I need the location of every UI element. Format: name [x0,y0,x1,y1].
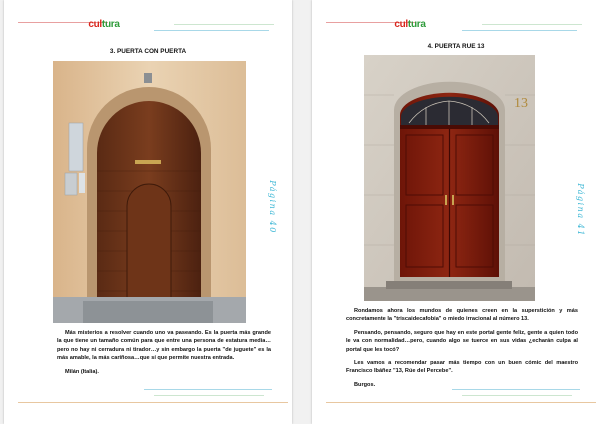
location-caption: Burgos. [354,381,376,388]
header-line-green [174,24,274,25]
footer-line-orange [18,402,288,403]
page-title: 4. PUERTA RUE 13 [427,43,485,50]
footer-line-orange [326,402,596,403]
paragraph: Pensando, pensando, seguro que hay en este portal gente feliz, gente a quien todo le va con normalidad…pero, cuando algo se tuerce en sus vidas ¿echarán culpa al portal que les tocó? [346,329,578,353]
footer-line-cyan [452,389,580,390]
paragraph: Les vamos a recomendar pasar más tiempo con un buen cómic del maestro Francisco Ibáñez "13, Rúe del Percebe". [346,360,578,375]
cultura-logo: cultura [394,19,426,30]
paragraph: Más misterios a resolver cuando uno va paseando. Es la puerta más grande la que tiene un tamaño común para que entre una persona de estatura media…pero no hay ni cerradura ni tirador…y sin embargo la puerta "de juguete" es la más amable, la más cariñosa…que sí que permite nuestra entrada. [57,330,271,362]
page-title: 3. PUERTA CON PUERTA [109,48,187,55]
header-line-cyan [154,30,269,31]
page-number-label: Página 40 [268,180,277,234]
footer-line-green [154,395,264,396]
door-photo-burgos [364,55,535,301]
header-line-cyan [462,30,577,31]
footer-line-cyan [144,389,272,390]
paragraph: Rondamos ahora los mundos de quienes creen en la superstición y más concretamente la "triscaidecafobia" o miedo irracional al número 13. [346,308,578,323]
right-body-text [346,307,578,394]
house-number: 13 [514,96,528,111]
page-number-label: Página 41 [576,183,585,237]
header-line-green [482,24,582,25]
location-caption: Milán (Italia). [65,368,99,375]
left-page [4,0,292,424]
door-photo-milan [53,61,246,323]
cultura-logo: cultura [88,19,120,30]
left-body-text [57,329,271,381]
footer-line-green [462,395,572,396]
right-page [312,0,600,424]
